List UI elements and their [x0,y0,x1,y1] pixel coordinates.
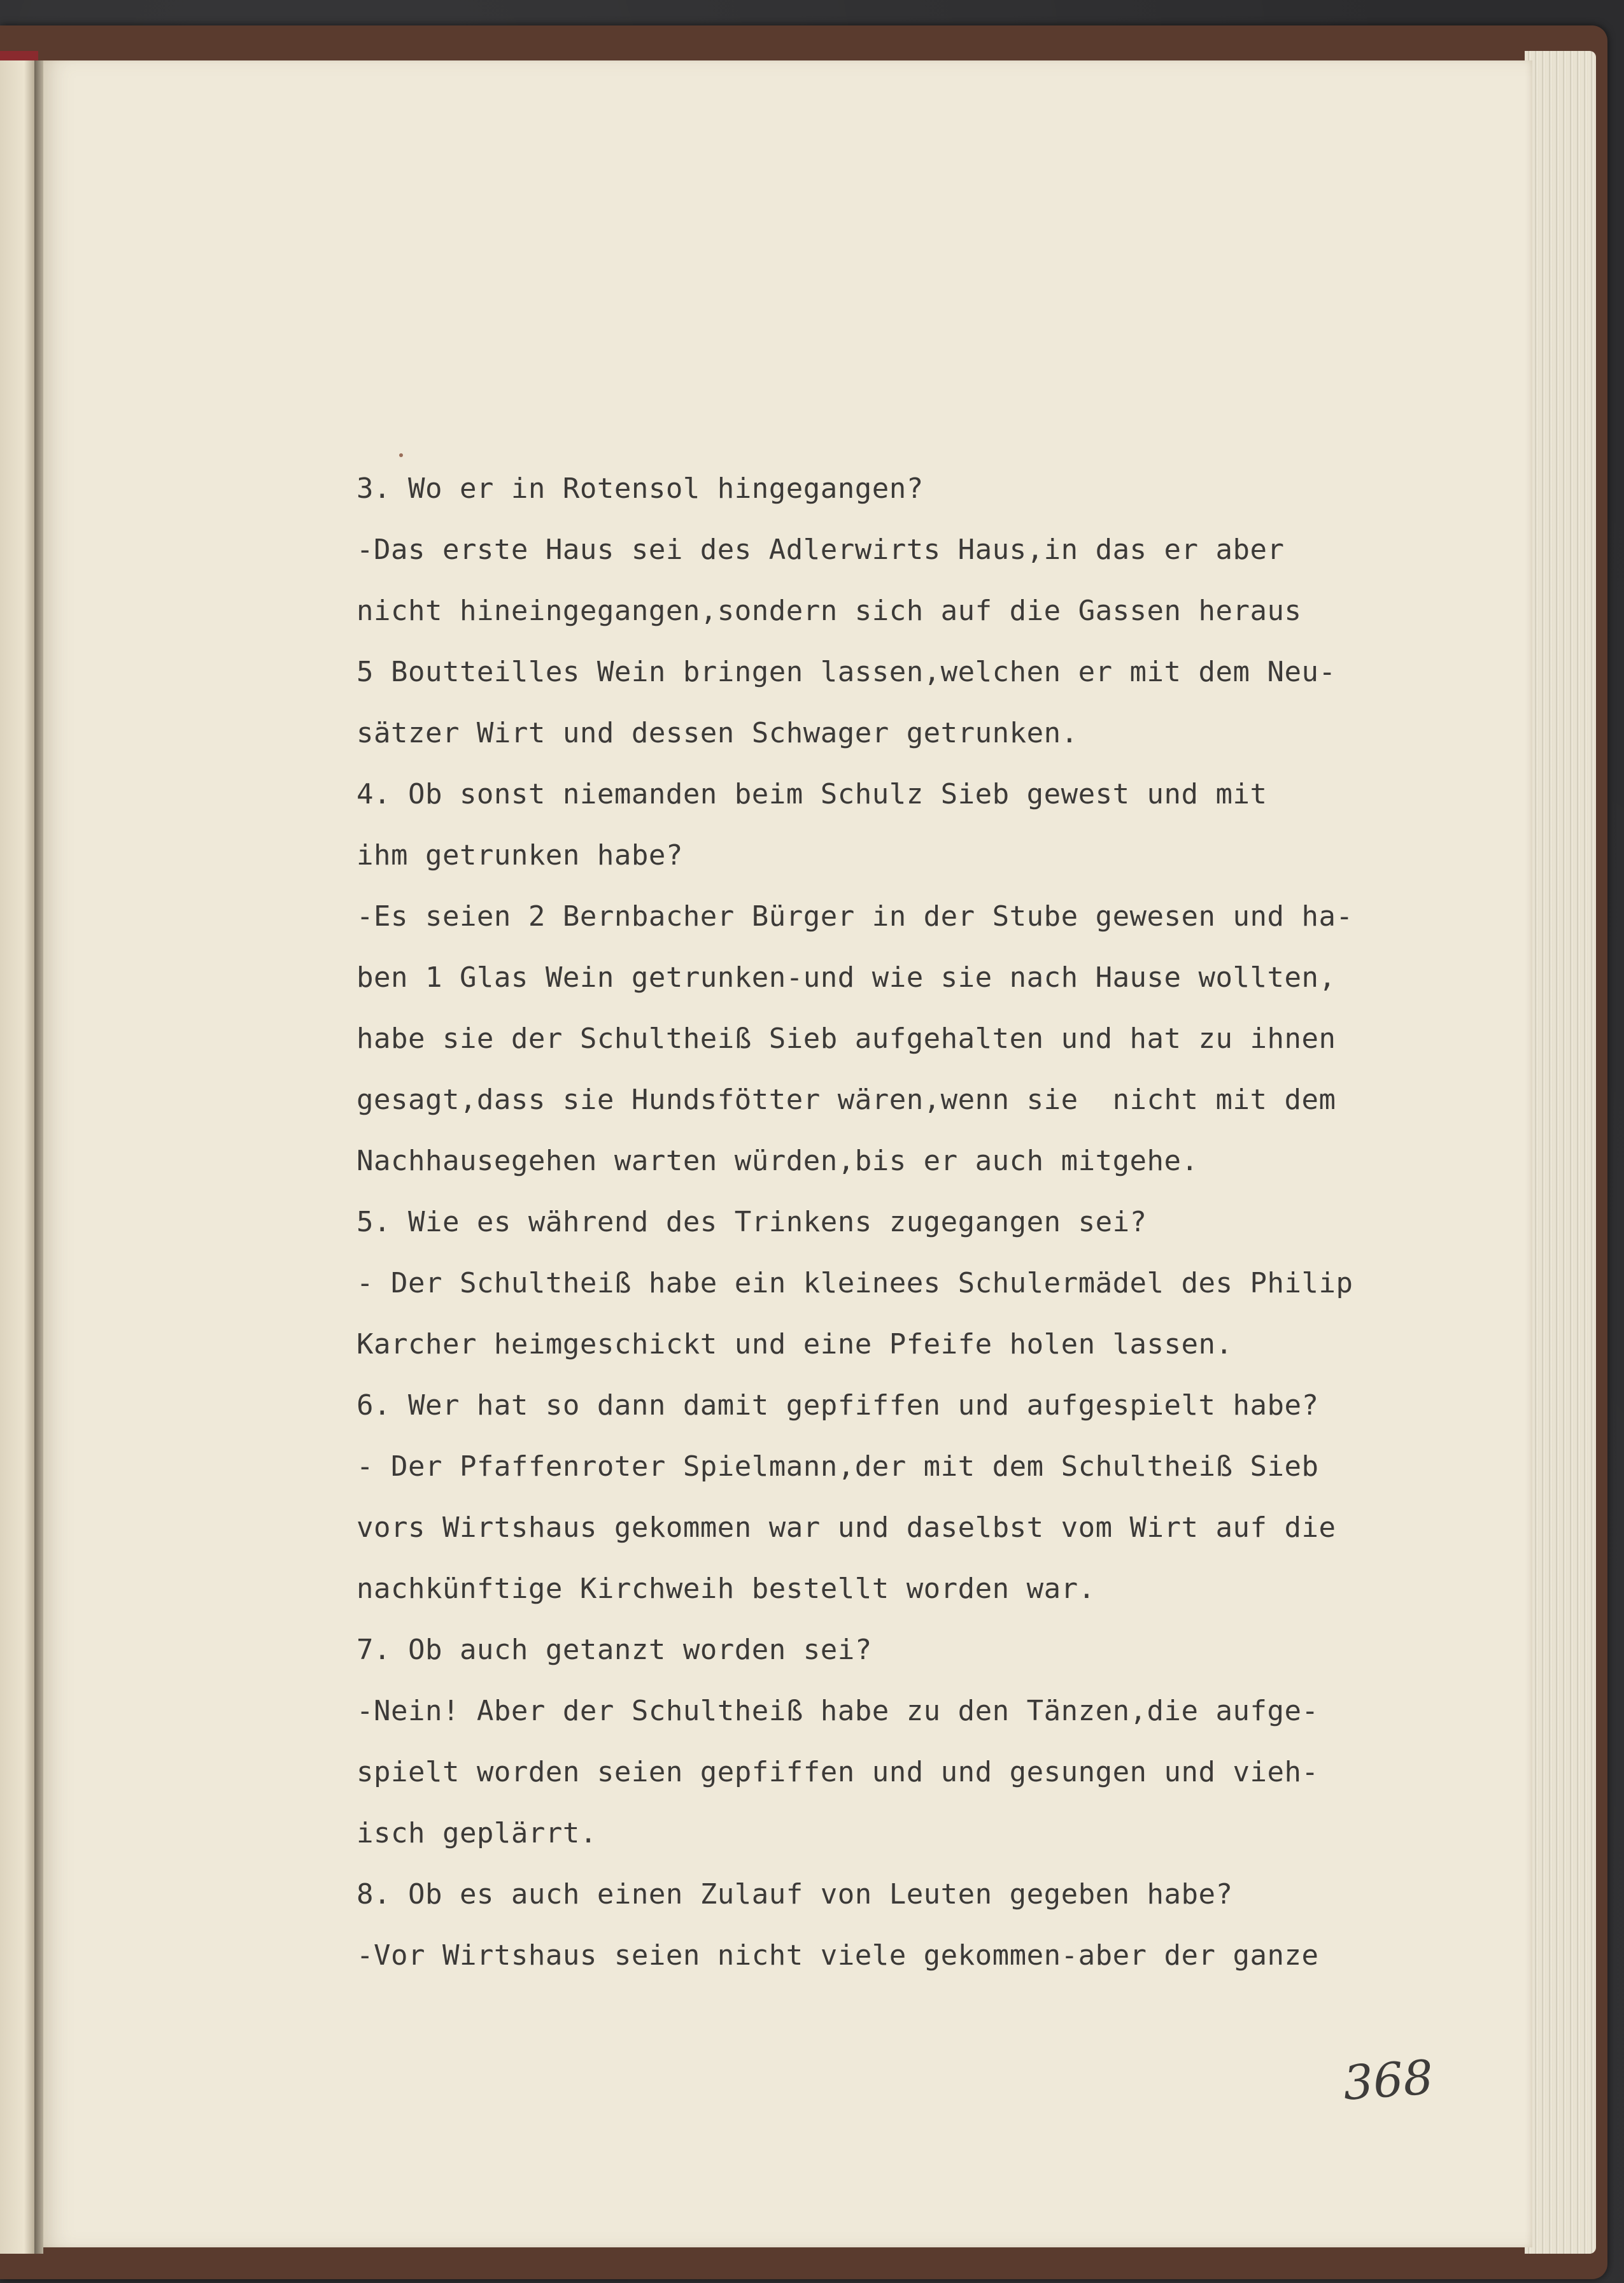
text-line: -Vor Wirtshaus seien nicht viele gekommen-aber der ganze [357,1939,1319,1972]
text-line: 7. Ob auch getanzt worden sei? [357,1634,872,1666]
text-line: gesagt,dass sie Hundsfötter wären,wenn sie nicht mit dem [357,1084,1336,1116]
text-line: -Es seien 2 Bernbacher Bürger in der Stube gewesen und ha- [357,900,1353,933]
text-line: isch geplärrt. [357,1817,597,1849]
text-line: ihm getrunken habe? [357,839,683,872]
text-line: 5. Wie es während des Trinkens zugegangen sei? [357,1206,1147,1238]
text-line: 4. Ob sonst niemanden beim Schulz Sieb gewest und mit [357,778,1267,810]
text-line: - Der Schultheiß habe ein kleinees Schulermädel des Philip [357,1267,1353,1299]
text-line: ben 1 Glas Wein getrunken-und wie sie nach Hause wollten, [357,961,1336,994]
ink-spot [399,453,403,457]
book-gutter [34,60,43,2254]
text-line: - Der Pfaffenroter Spielmann,der mit dem Schultheiß Sieb [357,1450,1319,1483]
text-line: vors Wirtshaus gekommen war und daselbst vom Wirt auf die [357,1511,1336,1544]
text-line: 5 Boutteilles Wein bringen lassen,welchen er mit dem Neu- [357,656,1336,688]
text-line: 6. Wer hat so dann damit gepfiffen und aufgespielt habe? [357,1389,1319,1422]
text-line: sätzer Wirt und dessen Schwager getrunken. [357,717,1078,749]
text-line: spielt worden seien gepfiffen und und gesungen und vieh- [357,1756,1319,1788]
text-line: 8. Ob es auch einen Zulauf von Leuten gegeben habe? [357,1878,1233,1911]
text-line: Nachhausegehen warten würden,bis er auch mitgehe. [357,1145,1199,1177]
text-line: -Das erste Haus sei des Adlerwirts Haus,in das er aber [357,534,1285,566]
page-stack-edges [1525,51,1596,2254]
text-line: Karcher heimgeschickt und eine Pfeife holen lassen. [357,1328,1233,1361]
text-line: habe sie der Schultheiß Sieb aufgehalten und hat zu ihnen [357,1022,1336,1055]
page-number: 368 [1341,2050,1436,2111]
left-page-edge [0,60,34,2254]
typed-text-block [357,458,1515,1986]
text-line: -Nein! Aber der Schultheiß habe zu den Tänzen,die aufge- [357,1695,1319,1727]
text-line: 3. Wo er in Rotensol hingegangen? [357,472,924,505]
text-line: nachkünftige Kirchweih bestellt worden war. [357,1573,1096,1605]
text-line: nicht hineingegangen,sondern sich auf die Gassen heraus [357,595,1302,627]
